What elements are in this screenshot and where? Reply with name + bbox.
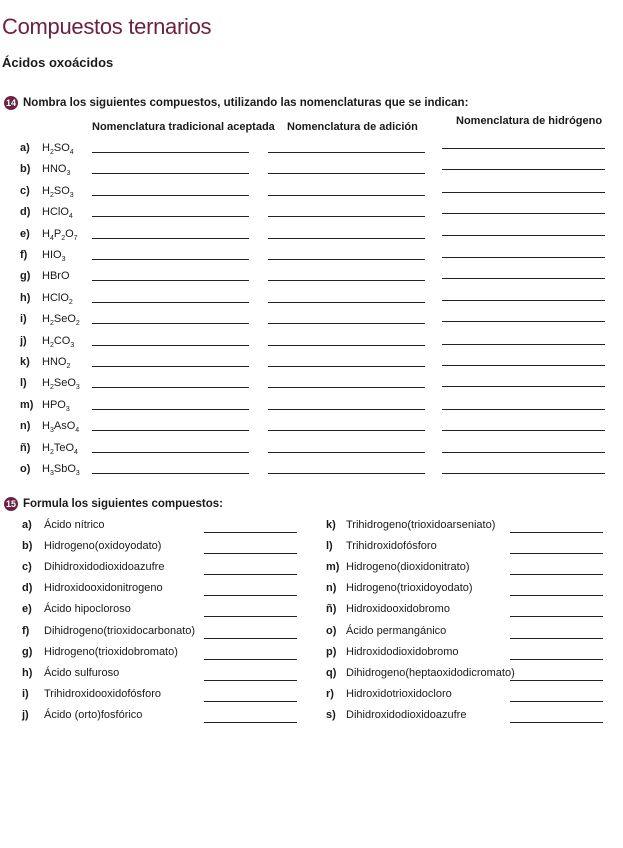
formula-answer-line[interactable] (510, 680, 603, 681)
answer-line-hydrogen[interactable] (442, 344, 605, 345)
answer-line-traditional[interactable] (92, 323, 249, 324)
chemical-formula: $H_2SeO_3$ (42, 377, 80, 392)
header-hydrogen: Nomenclatura de hidrógeno (456, 115, 603, 127)
answer-line-traditional[interactable] (92, 238, 249, 239)
row-label: j) (20, 335, 27, 347)
answer-line-addition[interactable] (268, 452, 425, 453)
compound-name: Hidrogeno(trioxidoyodato) (346, 582, 473, 594)
answer-line-addition[interactable] (268, 195, 425, 196)
exercise-15-instruction (4, 497, 223, 511)
compound-row (0, 249, 623, 269)
item-label: n) (326, 582, 337, 594)
chemical-formula: $H_3AsO_4$ (42, 420, 80, 435)
answer-line-traditional[interactable] (92, 302, 249, 303)
compound-row (0, 206, 623, 226)
answer-line-hydrogen[interactable] (442, 235, 605, 236)
compound-row (0, 228, 623, 248)
chemical-formula: $H_4P_2O_7$ (42, 228, 78, 243)
compound-row (0, 335, 623, 355)
row-label: o) (20, 463, 31, 475)
answer-line-addition[interactable] (268, 238, 425, 239)
answer-line-hydrogen[interactable] (442, 365, 605, 366)
answer-line-addition[interactable] (268, 152, 425, 153)
compound-row (0, 442, 623, 462)
item-label: k) (326, 519, 336, 531)
chemical-formula: $HIO_3$ (42, 249, 66, 264)
answer-line-addition[interactable] (268, 430, 425, 431)
item-label: d) (22, 582, 33, 594)
answer-line-addition[interactable] (268, 259, 425, 260)
formula-item (0, 561, 623, 581)
answer-line-hydrogen[interactable] (442, 278, 605, 279)
item-label: q) (326, 667, 337, 679)
answer-line-traditional[interactable] (92, 259, 249, 260)
formula-item (0, 709, 623, 729)
answer-line-traditional[interactable] (92, 280, 249, 281)
formula-answer-line[interactable] (510, 616, 603, 617)
chemical-formula: $HNO_3$ (42, 163, 71, 178)
compound-name: Hidroxidodioxidobromo (346, 646, 459, 658)
formula-item (0, 646, 623, 666)
compound-name: Ácido (orto)fosfórico (44, 709, 143, 721)
answer-line-hydrogen[interactable] (442, 300, 605, 301)
exercise-14-instruction (4, 96, 468, 110)
formula-item (0, 688, 623, 708)
compound-row (0, 399, 623, 419)
compound-name: Ácido hipocloroso (44, 603, 131, 615)
answer-line-hydrogen[interactable] (442, 452, 605, 453)
formula-answer-line[interactable] (510, 532, 603, 533)
answer-line-addition[interactable] (268, 366, 425, 367)
formula-item (0, 625, 623, 645)
row-label: i) (20, 313, 27, 325)
compound-name: Dihidrogeno(trioxidocarbonato) (44, 625, 196, 637)
answer-line-addition[interactable] (268, 280, 425, 281)
item-label: i) (22, 688, 29, 700)
compound-row (0, 292, 623, 312)
answer-line-addition[interactable] (268, 387, 425, 388)
answer-line-addition[interactable] (268, 345, 425, 346)
chemical-formula: $H_2SO_4$ (42, 142, 74, 157)
row-label: l) (20, 377, 27, 389)
formula-answer-line[interactable] (510, 574, 603, 575)
answer-line-traditional[interactable] (92, 366, 249, 367)
item-label: l) (326, 540, 333, 552)
row-label: e) (20, 228, 30, 240)
row-label: g) (20, 270, 31, 282)
answer-line-hydrogen[interactable] (442, 386, 605, 387)
chemical-formula: $HPO_3$ (42, 399, 70, 414)
answer-line-hydrogen[interactable] (442, 192, 605, 193)
answer-line-traditional[interactable] (92, 387, 249, 388)
item-label: s) (326, 709, 336, 721)
compound-name: Hidrogeno(dioxidonitrato) (346, 561, 470, 573)
answer-line-hydrogen[interactable] (442, 169, 605, 170)
formula-item (0, 519, 623, 539)
answer-line-traditional[interactable] (92, 430, 249, 431)
item-label: c) (22, 561, 32, 573)
page-title: Compuestos ternarios (2, 14, 212, 39)
answer-line-traditional[interactable] (92, 409, 249, 410)
header-addition: Nomenclatura de adición (287, 121, 418, 133)
formula-answer-line[interactable] (510, 553, 603, 554)
row-label: h) (20, 292, 31, 304)
compound-row (0, 142, 623, 162)
formula-answer-line[interactable] (510, 659, 603, 660)
item-label: m) (326, 561, 340, 573)
row-label: a) (20, 142, 30, 154)
header-traditional: Nomenclatura tradicional aceptada (92, 121, 275, 133)
compound-name: Hidrogeno(oxidoyodato) (44, 540, 162, 552)
row-label: n) (20, 420, 31, 432)
answer-line-traditional[interactable] (92, 345, 249, 346)
chemical-formula: $H_2SO_3$ (42, 185, 74, 200)
chemical-formula: $H_2TeO_4$ (42, 442, 78, 457)
item-label: f) (22, 625, 30, 637)
formula-item (0, 582, 623, 602)
row-label: k) (20, 356, 30, 368)
compound-name: Dihidroxidodioxidoazufre (44, 561, 165, 573)
compound-name: Ácido nítrico (44, 519, 105, 531)
compound-row (0, 463, 623, 483)
answer-line-traditional[interactable] (92, 473, 249, 474)
answer-line-hydrogen[interactable] (442, 321, 605, 322)
row-label: ñ) (20, 442, 31, 454)
answer-line-addition[interactable] (268, 173, 425, 174)
answer-line-traditional[interactable] (92, 216, 249, 217)
instruction-text: Formula los siguientes compuestos: (23, 498, 224, 511)
compound-row (0, 270, 623, 290)
item-label: g) (22, 646, 33, 658)
formula-item (0, 603, 623, 623)
chemical-formula: HClO$_2$ (42, 292, 73, 307)
answer-line-traditional[interactable] (92, 195, 249, 196)
formula-answer-line[interactable] (510, 701, 603, 702)
answer-line-addition[interactable] (268, 302, 425, 303)
item-label: p) (326, 646, 337, 658)
compound-name: Trihidrogeno(trioxidoarseniato) (346, 519, 496, 531)
chemical-formula: $H_2CO_3$ (42, 335, 75, 350)
item-label: ñ) (326, 603, 337, 615)
row-label: c) (20, 185, 30, 197)
answer-line-hydrogen[interactable] (442, 430, 605, 431)
compound-name: Hidroxidooxidobromo (346, 603, 450, 615)
answer-line-hydrogen[interactable] (442, 148, 605, 149)
compound-name: Trihidroxidofósforo (346, 540, 437, 552)
exercise-number-badge: 14 (5, 98, 16, 108)
compound-name: Trihidroxidooxidofósforo (44, 688, 161, 700)
compound-row (0, 185, 623, 205)
item-label: j) (22, 709, 29, 721)
item-label: e) (22, 603, 32, 615)
compound-row (0, 163, 623, 183)
chemical-formula: HClO$_4$ (42, 206, 73, 221)
compound-name: Ácido sulfuroso (44, 667, 120, 679)
compound-name: Hidroxidotrioxidocloro (346, 688, 452, 700)
compound-name: Hidroxidooxidonitrogeno (44, 582, 163, 594)
compound-name: Dihidroxidodioxidoazufre (346, 709, 467, 721)
answer-line-traditional[interactable] (92, 452, 249, 453)
answer-line-traditional[interactable] (92, 152, 249, 153)
formula-answer-line[interactable] (510, 722, 603, 723)
answer-line-addition[interactable] (268, 473, 425, 474)
chemical-formula: $H_3SbO_3$ (42, 463, 80, 478)
exercise-number-badge: 15 (5, 499, 16, 509)
compound-row (0, 420, 623, 440)
compound-name: Dihidrogeno(heptaoxidodicromato) (346, 667, 515, 679)
item-label: a) (22, 519, 32, 531)
section-subtitle: Ácidos oxoácidos (2, 55, 114, 70)
compound-row (0, 356, 623, 376)
answer-line-hydrogen[interactable] (442, 257, 605, 258)
chemical-formula: HBrO (42, 270, 70, 282)
row-label: f) (20, 249, 28, 261)
row-label: m) (20, 399, 34, 411)
item-label: h) (22, 667, 33, 679)
instruction-text: Nombra los siguientes compuestos, utilizando las nomenclaturas que se indican: (23, 97, 469, 110)
compound-name: Ácido permangánico (346, 625, 447, 637)
compound-name: Hidrogeno(trioxidobromato) (44, 646, 178, 658)
chemical-formula: $HNO_2$ (42, 356, 71, 371)
answer-line-traditional[interactable] (92, 173, 249, 174)
formula-item (0, 540, 623, 560)
chemical-formula: $H_2SeO_2$ (42, 313, 80, 328)
answer-line-addition[interactable] (268, 409, 425, 410)
row-label: d) (20, 206, 31, 218)
item-label: o) (326, 625, 337, 637)
formula-item (0, 667, 623, 687)
answer-line-addition[interactable] (268, 216, 425, 217)
compound-row (0, 377, 623, 397)
answer-line-hydrogen[interactable] (442, 213, 605, 214)
item-label: r) (326, 688, 334, 700)
row-label: b) (20, 163, 31, 175)
item-label: b) (22, 540, 33, 552)
compound-row (0, 313, 623, 333)
answer-line-addition[interactable] (268, 323, 425, 324)
answer-line-hydrogen[interactable] (442, 473, 605, 474)
formula-answer-line[interactable] (510, 638, 603, 639)
answer-line-hydrogen[interactable] (442, 409, 605, 410)
formula-answer-line[interactable] (510, 595, 603, 596)
